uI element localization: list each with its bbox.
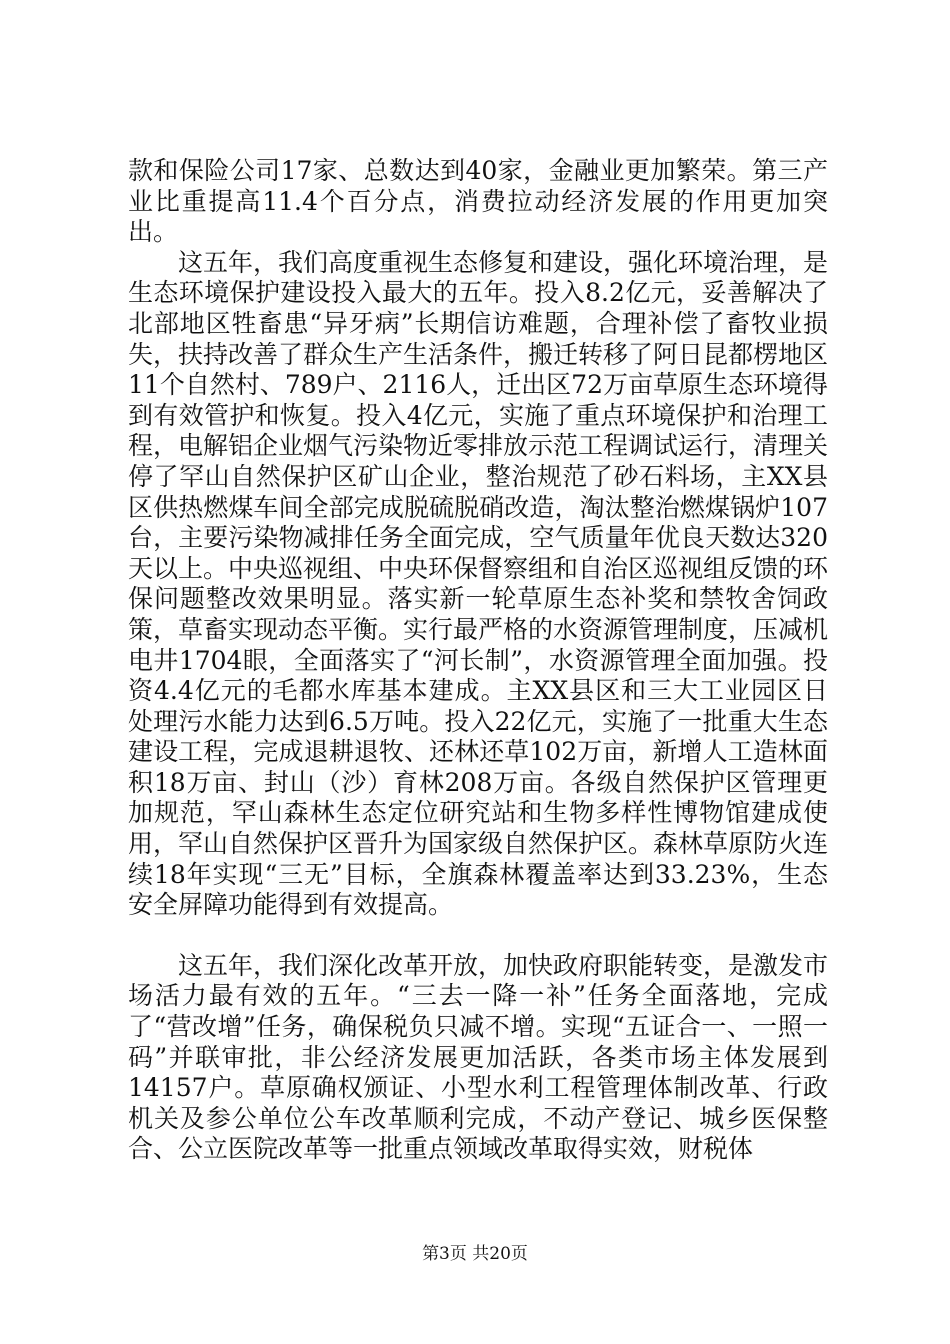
page-number-footer: 第3页 共20页 [422, 1244, 528, 1264]
paragraph-finance-continuation: 款和保险公司17家、总数达到40家，金融业更加繁荣。第三产业比重提高11.4个百分点，消费拉动经济发展的作用更加突出。 [128, 156, 828, 247]
paragraph-ecology: 这五年，我们高度重视生态修复和建设，强化环境治理，是生态环境保护建设投入最大的五年。投入8.2亿元，妥善解决了北部地区牲畜患“异牙病”长期信访难题，合理补偿了畜牧业损失，扶持改善了群众生产生活条件，搬迁转移了阿日昆都楞地区11个自然村、789户、2116人，迁出区72万亩草原生态环境得到有效管护和恢复。投入4亿元，实施了重点环境保护和治理工程，电解铝企业烟气污染物近零排放示范工程调试运行，清理关停了罕山自然保护区矿山企业，整治规范了砂石料场，主XX县区供热燃煤车间全部完成脱硫脱硝改造，淘汰整治燃煤锅炉107台，主要污染物减排任务全面完成，空气质量年优良天数达320天以上。中央巡视组、中央环保督察组和自治区巡视组反馈的环保问题整改效果明显。落实新一轮草原生态补奖和禁牧舍饲政策，草畜实现动态平衡。实行最严格的水资源管理制度，压减机电井1704眼，全面落实了“河长制”，水资源管理全面加强。投资4.4亿元的毛都水库基本建成。主XX县区和三大工业园区日处理污水能力达到6.5万吨。投入22亿元，实施了一批重大生态建设工程，完成退耕退牧、还林还草102万亩，新增人工造林面积18万亩、封山（沙）育林208万亩。各级自然保护区管理更加规范，罕山森林生态定位研究站和生物多样性博物馆建成使用，罕山自然保护区晋升为国家级自然保护区。森林草原防火连续18年实现“三无”目标，全旗森林覆盖率达到33.23%，生态安全屏障功能得到有效提高。 [128, 247, 829, 920]
paragraph-reform: 这五年，我们深化改革开放，加快政府职能转变，是激发市场活力最有效的五年。“三去一降一补”任务全面落地，完成了“营改增”任务，确保税负只减不增。实现“五证合一、一照一码”并联审批，非公经济发展更加活跃，各类市场主体发展到14157户。草原确权颁证、小型水利工程管理体制改革、行政机关及参公单位公车改革顺利完成，不动产登记、城乡医保整合、公立医院改革等一批重点领域改革取得实效，财税体 [128, 950, 829, 1164]
paragraph-spacer [128, 921, 828, 951]
document-body [128, 156, 828, 1165]
